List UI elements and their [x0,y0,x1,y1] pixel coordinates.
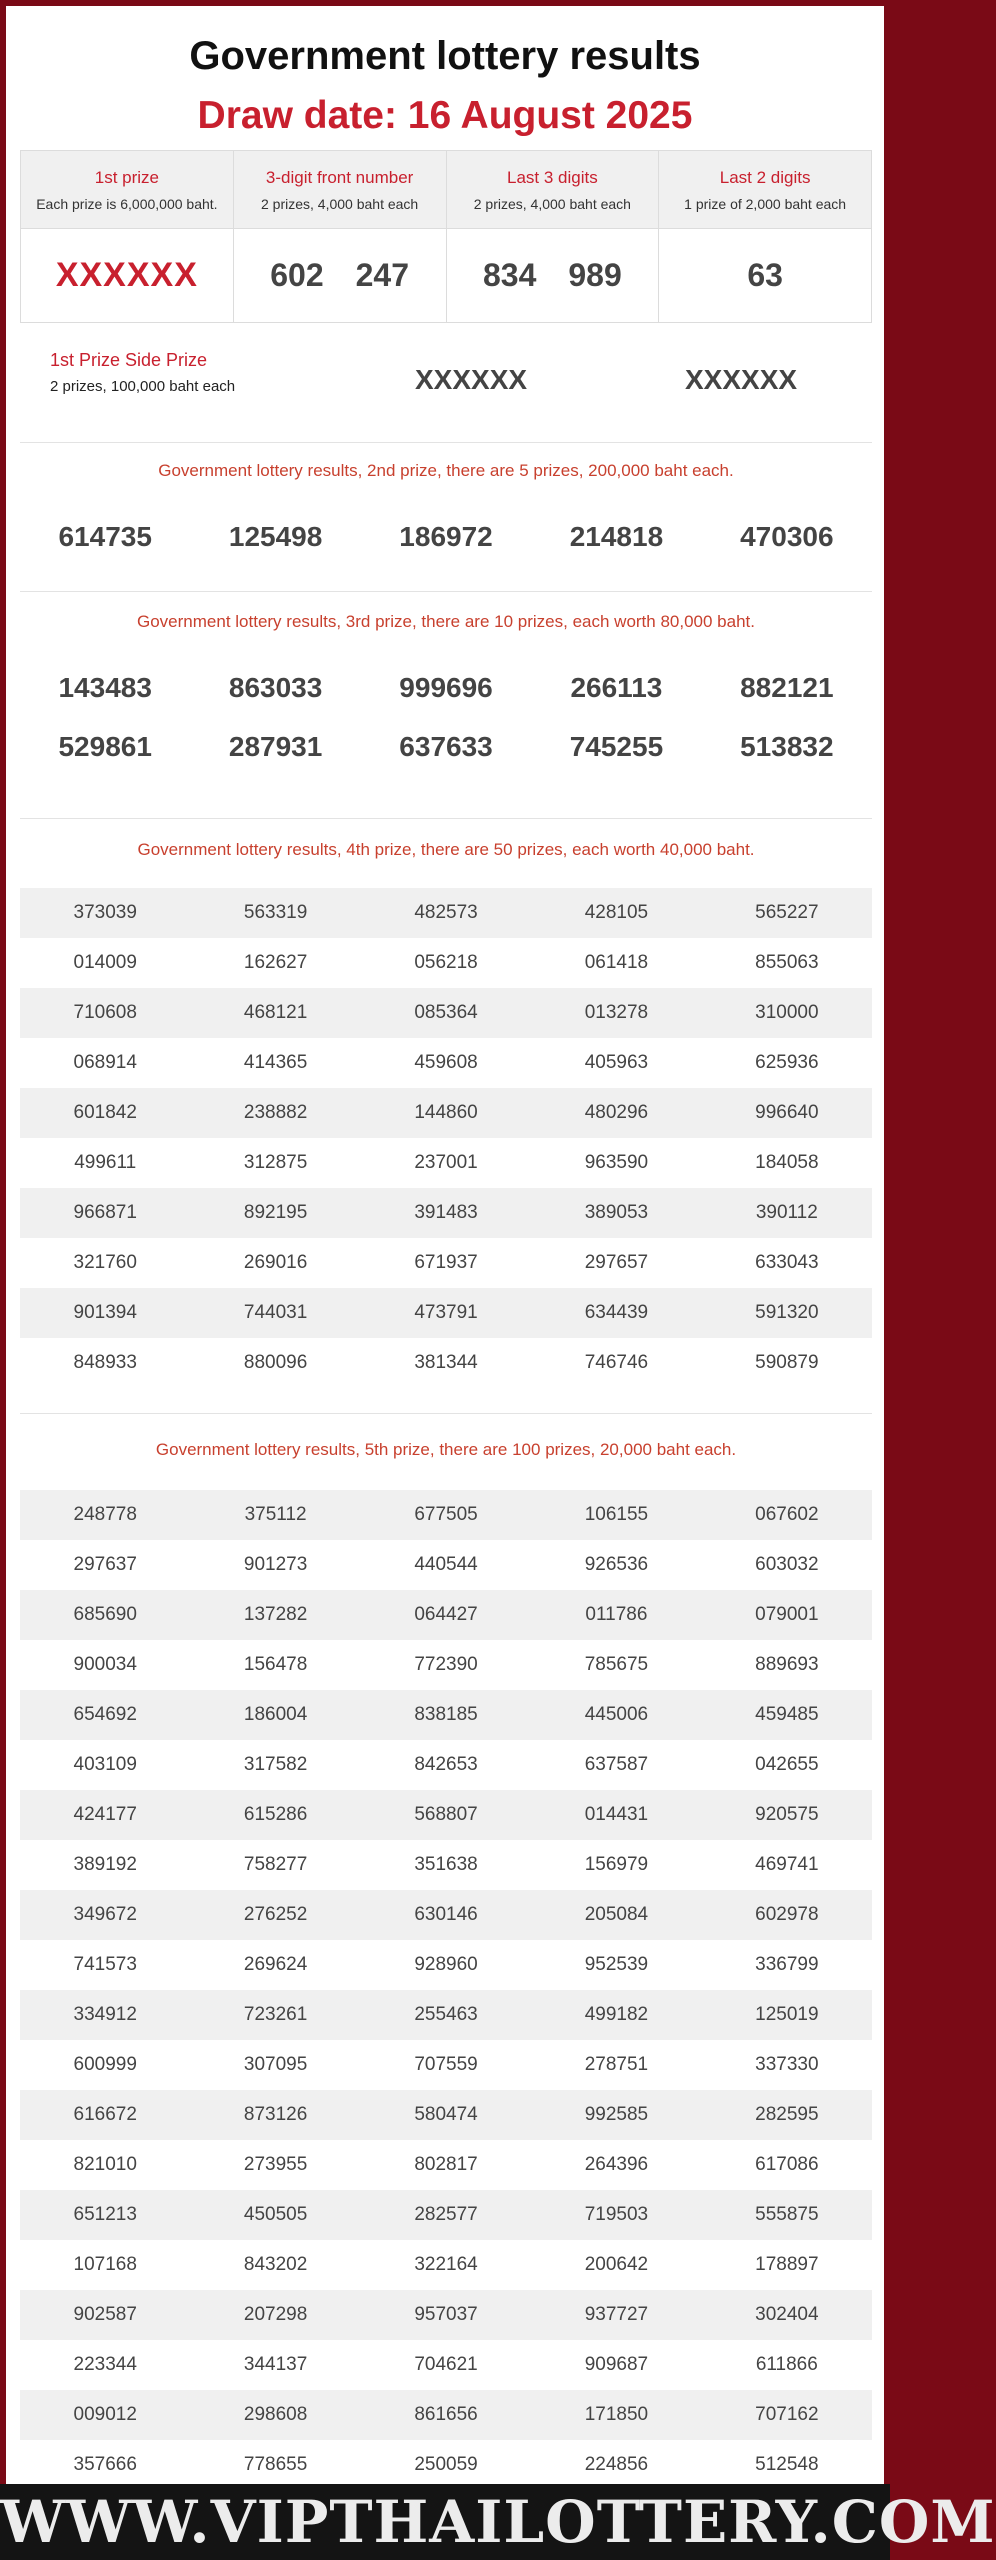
prize-number: 317582 [243,1754,308,1775]
table-row [20,988,872,1038]
fifth-prize-grid [20,1490,872,2490]
third-prize-caption: Government lottery results, 3rd prize, there are 10 prizes, each worth 80,000 baht. [137,612,755,631]
prize-number: 996640 [755,1102,819,1123]
prize-number: 513832 [740,731,834,762]
prize-number: 143483 [58,672,152,703]
prize-number: 901394 [73,1302,137,1323]
prize-number: 009012 [73,2404,137,2425]
prize-number: 746746 [584,1352,649,1373]
prize-number: 250059 [414,2454,478,2475]
table-row [20,1590,872,1640]
prize-number: 928960 [414,1954,478,1975]
prize-number: 171850 [584,2404,649,2425]
prize-number: 428105 [584,902,649,923]
table-row [20,1490,872,1540]
prize-number: 651213 [73,2204,137,2225]
prize-number: 278751 [584,2054,649,2075]
prize-number: 389192 [73,1854,137,1875]
prize-number: 373039 [73,902,137,923]
last2-cell [659,229,872,323]
prize-number: 248778 [73,1504,137,1525]
prize-number: 482573 [414,902,478,923]
header-subtitle: 2 prizes, 4,000 baht each [261,195,419,212]
prize-number: 838185 [414,1704,478,1725]
prize-number: 205084 [584,1904,649,1925]
prize-number: 480296 [584,1102,649,1123]
prize-number: 349672 [73,1904,137,1925]
first-prize-number: XXXXXX [55,256,198,294]
page-title: Government lottery results [189,34,701,78]
prize-number: 375112 [244,1504,307,1525]
prize-number: 273955 [243,2154,308,2175]
prize-number: 499182 [584,2004,649,2025]
fourth-prize-caption: Government lottery results, 4th prize, there are 50 prizes, each worth 40,000 baht. [137,840,755,859]
table-row [20,2040,872,2090]
prize-number: 616672 [73,2104,137,2125]
prize-number: 224856 [584,2454,649,2475]
prize-number: 999696 [399,672,493,703]
prize-number: 821010 [73,2154,137,2175]
table-row [20,2390,872,2440]
prize-number: 855063 [755,952,819,973]
prize-number: 900034 [73,1654,137,1675]
prize-number: 758277 [243,1854,308,1875]
site-footer-banner [0,2484,996,2560]
prize-number: 344137 [243,2354,308,2375]
prize-number: 014431 [584,1804,649,1825]
prize-number: 322164 [414,2254,478,2275]
prize-number: 745255 [569,731,664,762]
prize-number: 445006 [584,1704,649,1725]
header-title: 1st prize [94,167,159,187]
prize-number: 723261 [243,2004,308,2025]
front3-number: 602 [270,257,324,293]
prize-number: 269624 [243,1954,308,1975]
prize-number: 424177 [73,1804,137,1825]
table-row [20,1690,872,1740]
table-row [20,888,872,938]
table-row [20,2090,872,2140]
prize-number: 459608 [414,1052,478,1073]
second-prize-caption: Government lottery results, 2nd prize, there are 5 prizes, 200,000 baht each. [158,461,734,480]
prize-number: 186972 [399,521,493,552]
prize-number: 156478 [243,1654,308,1675]
prize-number: 178897 [755,2254,819,2275]
prize-number: 144860 [414,1102,478,1123]
table-row [20,1138,872,1188]
prize-number: 902587 [73,2304,137,2325]
prize-number: 863033 [228,672,323,703]
prize-number: 778655 [243,2454,308,2475]
prize-number: 473791 [414,1302,478,1323]
prize-number: 937727 [584,2304,649,2325]
prize-number: 555875 [755,2204,819,2225]
top-prizes-table [20,150,872,323]
table-row [20,1288,872,1338]
side-prize-number: XXXXXX [685,364,798,395]
site-url: WWW.VIPTHAILOTTERY.COM [0,2488,996,2556]
prize-number: 633043 [755,1252,819,1273]
prize-number: 901273 [243,1554,308,1575]
front3-cell [233,229,446,323]
side-prize-title: 1st Prize Side Prize [50,350,208,370]
table-row [20,1940,872,1990]
prize-number: 601842 [73,1102,137,1123]
prize-number: 269016 [243,1252,308,1273]
table-row [20,1890,872,1940]
side-prize-number: XXXXXX [415,364,528,395]
prize-number: 282577 [414,2204,478,2225]
prize-number: 590879 [755,1352,819,1373]
prize-number: 615286 [243,1804,308,1825]
prize-number: 617086 [755,2154,819,2175]
prize-number: 848933 [73,1352,137,1373]
divider [20,818,872,819]
prize-number: 603032 [755,1554,819,1575]
prize-number: 873126 [243,2104,308,2125]
prize-number: 106155 [584,1504,649,1525]
prize-number: 310000 [755,1002,819,1023]
prize-number: 255463 [414,2004,478,2025]
prize-number: 611866 [755,2354,818,2375]
prize-number: 056218 [414,952,478,973]
prize-number: 529861 [58,731,152,762]
front3-number: 247 [355,257,410,293]
header-title: 3-digit front number [265,167,414,187]
fourth-prize-grid [20,888,872,1388]
header-last-3 [446,151,659,229]
prize-number: 843202 [243,2254,308,2275]
prize-number: 963590 [584,1152,649,1173]
prize-number: 414365 [243,1052,308,1073]
prize-number: 741573 [73,1954,137,1975]
prize-number: 200642 [584,2254,649,2275]
third-prize-row [20,731,872,763]
prize-number: 068914 [73,1052,137,1073]
prize-number: 107168 [73,2254,137,2275]
prize-number: 654692 [73,1704,137,1725]
prize-number: 630146 [414,1904,478,1925]
table-row [20,1990,872,2040]
prize-number: 707559 [414,2054,478,2075]
prize-number: 470306 [740,521,834,552]
last2-number: 63 [747,257,783,293]
prize-number: 707162 [755,2404,819,2425]
header-title: Last 2 digits [719,167,811,187]
prize-number: 565227 [755,902,819,923]
prize-number: 677505 [414,1504,478,1525]
prize-number: 266113 [570,672,663,703]
table-row [20,2340,872,2390]
prize-number: 307095 [243,2054,308,2075]
prize-number: 186004 [243,1704,308,1725]
table-row [20,2290,872,2340]
prize-number: 312875 [243,1152,308,1173]
table-row [20,1740,872,1790]
prize-number: 880096 [243,1352,308,1373]
table-row [20,1790,872,1840]
side-prize-subtitle: 2 prizes, 100,000 baht each [50,378,236,395]
prize-number: 952539 [584,1954,649,1975]
header-subtitle: 2 prizes, 4,000 baht each [473,195,631,212]
table-row [20,1188,872,1238]
prize-number: 061418 [584,952,649,973]
prize-number: 013278 [584,1002,649,1023]
prize-number: 440544 [414,1554,478,1575]
prize-number: 469741 [755,1854,819,1875]
prize-number: 957037 [414,2304,478,2325]
prize-number: 512548 [755,2454,819,2475]
prize-number: 391483 [414,1202,478,1223]
prize-number: 403109 [73,1754,137,1775]
prize-number: 389053 [584,1202,649,1223]
prize-number: 842653 [414,1754,478,1775]
prize-number: 591320 [755,1302,819,1323]
prize-number: 125019 [755,2004,819,2025]
prize-number: 889693 [755,1654,819,1675]
prize-number: 282595 [755,2104,819,2125]
table-row [20,2240,872,2290]
side-prize-section [20,342,872,443]
prize-number: 614735 [58,521,152,552]
prize-number: 966871 [73,1202,137,1223]
prize-number: 772390 [414,1654,478,1675]
prize-number: 137282 [243,1604,308,1625]
prize-number: 125498 [228,521,323,552]
prize-number: 079001 [755,1604,819,1625]
table-row [20,1840,872,1890]
table-row [20,1338,872,1388]
prize-number: 351638 [414,1854,478,1875]
second-prize-row [20,521,872,553]
prize-number: 184058 [755,1152,819,1173]
divider [20,1413,872,1414]
prize-number: 405963 [584,1052,649,1073]
prize-number: 162627 [243,952,308,973]
header-subtitle: 1 prize of 2,000 baht each [684,195,847,212]
table-row [20,938,872,988]
prize-number: 785675 [584,1654,649,1675]
table-row [20,1038,872,1088]
table-row [20,2440,872,2490]
prize-number: 276252 [243,1904,308,1925]
prize-number: 297657 [584,1252,649,1273]
prize-number: 014009 [73,952,137,973]
prize-number: 214818 [569,521,664,552]
third-prize-row [20,672,872,704]
header-first-prize [21,151,234,229]
prize-number: 926536 [584,1554,649,1575]
header-title: Last 3 digits [507,167,598,187]
draw-date: Draw date: 16 August 2025 [197,94,693,137]
table-row [20,2190,872,2240]
prize-number: 450505 [243,2204,308,2225]
prize-number: 802817 [414,2154,478,2175]
header-last-2 [659,151,872,229]
prize-number: 064427 [414,1604,478,1625]
prize-number: 568807 [414,1804,478,1825]
prize-number: 459485 [755,1704,819,1725]
header-front-3 [233,151,446,229]
prize-number: 909687 [584,2354,649,2375]
table-row [20,1088,872,1138]
last3-number: 834 [482,257,537,293]
prize-number: 563319 [243,902,308,923]
table-row [20,1540,872,1590]
prize-number: 600999 [73,2054,137,2075]
prize-number: 067602 [755,1504,819,1525]
prize-number: 298608 [243,2404,308,2425]
divider [20,591,872,592]
last3-cell [446,229,659,323]
prize-number: 321760 [73,1252,137,1273]
table-row [20,1640,872,1690]
prize-number: 892195 [243,1202,308,1223]
prize-number: 671937 [414,1252,478,1273]
prize-number: 238882 [243,1102,308,1123]
prize-number: 357666 [73,2454,137,2475]
prize-number: 719503 [584,2204,649,2225]
header-subtitle: Each prize is 6,000,000 baht. [36,195,218,212]
table-row [20,2140,872,2190]
prize-number: 085364 [414,1002,478,1023]
prize-number: 302404 [755,2304,819,2325]
prize-number: 207298 [243,2304,308,2325]
first-prize-cell [21,229,234,323]
prize-number: 920575 [755,1804,819,1825]
prize-number: 499611 [74,1152,137,1173]
prize-number: 710608 [73,1002,137,1023]
prize-number: 685690 [73,1604,137,1625]
prize-number: 264396 [584,2154,649,2175]
prize-number: 625936 [755,1052,819,1073]
prize-number: 704621 [414,2354,478,2375]
prize-number: 011786 [585,1604,648,1625]
prize-number: 602978 [755,1904,819,1925]
prize-number: 634439 [584,1302,649,1323]
prize-number: 042655 [755,1754,819,1775]
prize-number: 390112 [755,1202,818,1223]
prize-number: 468121 [243,1002,308,1023]
prize-number: 637633 [399,731,493,762]
results-page [6,6,884,2486]
prize-number: 337330 [755,2054,819,2075]
fifth-prize-caption: Government lottery results, 5th prize, there are 100 prizes, 20,000 baht each. [155,1440,737,1459]
prize-number: 237001 [414,1152,478,1173]
prize-number: 156979 [584,1854,649,1875]
prize-number: 882121 [740,672,834,703]
last3-number: 989 [568,257,622,293]
prize-number: 992585 [584,2104,649,2125]
prize-number: 297637 [73,1554,137,1575]
prize-number: 637587 [584,1754,649,1775]
prize-number: 744031 [243,1302,308,1323]
prize-number: 223344 [73,2354,137,2375]
prize-number: 287931 [228,731,323,762]
prize-number: 381344 [414,1352,478,1373]
prize-number: 336799 [755,1954,819,1975]
prize-number: 334912 [73,2004,137,2025]
table-row [20,1238,872,1288]
prize-number: 580474 [414,2104,478,2125]
prize-number: 861656 [414,2404,478,2425]
